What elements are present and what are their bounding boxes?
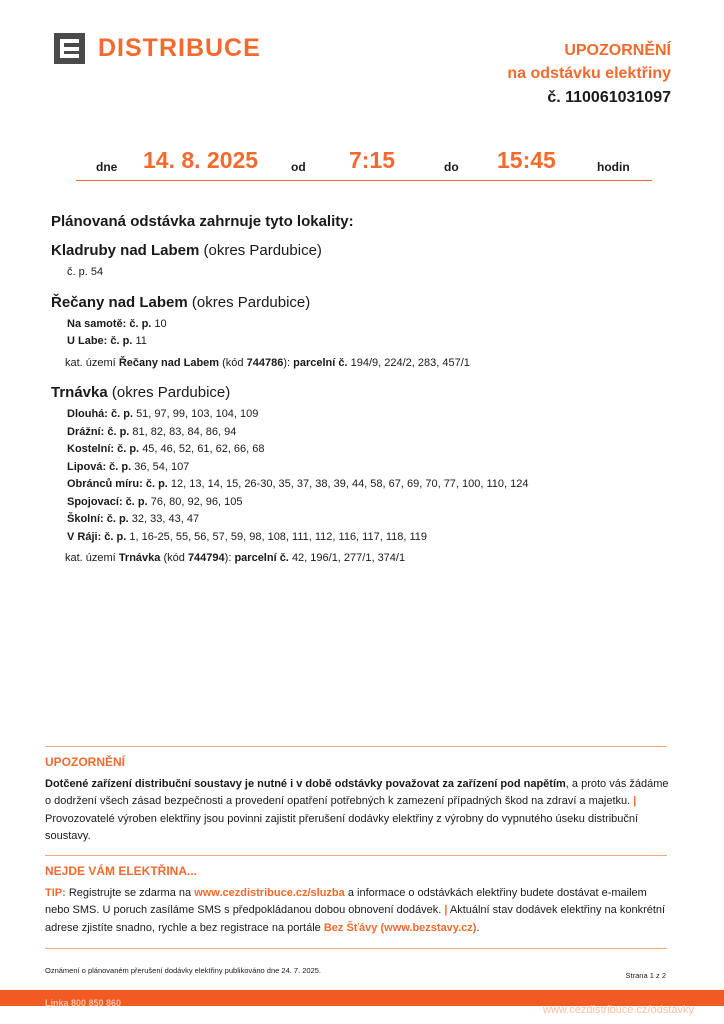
address-line xyxy=(67,511,681,529)
tip-text-1: Registrujte se zdarma na xyxy=(68,886,192,899)
notice-title: UPOZORNĚNÍ xyxy=(564,42,671,59)
location-name xyxy=(51,384,681,401)
date-label: dne xyxy=(96,160,118,174)
notice-subtitle: na odstávku elektřiny xyxy=(507,65,671,82)
address-line xyxy=(67,494,681,512)
divider xyxy=(45,855,667,856)
municipality-name: Trnávka xyxy=(51,384,108,401)
house-numbers: 1, 16-25, 55, 56, 57, 59, 98, 108, 111, 112, 116, 117, 118, 119 xyxy=(129,530,428,543)
street-label: Školní: č. p. xyxy=(67,513,129,525)
publication-note: Oznámení o plánovaném přerušení dodávky elektřiny publikováno dne 24. 7. 2025. xyxy=(45,966,322,975)
code-suffix: ): xyxy=(283,356,291,369)
warning-title: UPOZORNĚNÍ xyxy=(45,755,126,769)
address-line xyxy=(67,476,681,494)
street-label: Obránců míru: č. p. xyxy=(67,478,168,490)
outage-from: 7:15 xyxy=(349,147,396,173)
location-name xyxy=(51,242,681,259)
street-label: Kostelní: č. p. xyxy=(67,443,140,455)
tip-end: . xyxy=(476,921,480,934)
bezstavy-link[interactable]: (www.bezstavy.cz) xyxy=(380,921,477,934)
outage-to: 15:45 xyxy=(497,147,556,173)
district-name: (okres Pardubice) xyxy=(191,293,311,311)
cadastre-line xyxy=(65,355,681,373)
outage-time-row xyxy=(76,140,652,181)
notice-number: č. 110061031097 xyxy=(547,89,671,106)
parcel-label: parcelní č. xyxy=(293,356,348,369)
locations-list xyxy=(51,242,681,568)
to-label: do xyxy=(444,160,459,174)
house-numbers: 32, 33, 43, 47 xyxy=(131,513,200,525)
location-block xyxy=(51,384,681,568)
cadastre-code: 744794 xyxy=(187,552,225,564)
address-line xyxy=(67,529,681,547)
divider xyxy=(45,948,667,949)
hotline: Linka 800 850 860 xyxy=(45,998,122,1008)
address-line xyxy=(67,333,681,351)
address-line xyxy=(67,424,681,442)
street-label: V Ráji: č. p. xyxy=(67,530,127,543)
from-label: od xyxy=(291,160,306,174)
page-number: Strana 1 z 2 xyxy=(625,971,666,980)
warning-section xyxy=(45,754,673,846)
warning-text-2: Provozovatelé výroben elektřiny jsou povinni zajistit přerušení dodávky elektřiny z výrobny do vypnutého úseku distribuční soustavy. xyxy=(45,812,639,842)
outage-date: 14. 8. 2025 xyxy=(143,147,259,173)
address-line xyxy=(67,406,681,424)
house-numbers: 10 xyxy=(154,317,167,330)
tip-section xyxy=(45,863,673,937)
divider xyxy=(45,746,667,747)
street-label: Lipová: č. p. xyxy=(67,460,132,473)
address-line xyxy=(67,441,681,459)
notice-header xyxy=(507,40,671,110)
address-line xyxy=(67,264,681,282)
cadastre-line xyxy=(65,550,681,568)
warning-text-1: , a proto vás žádáme o dodržení všech zásad bezpečnosti a provedení opatření potřebných k zamezení případných škod na zdraví a majetku. xyxy=(45,777,669,807)
tip-label: TIP: xyxy=(45,886,66,899)
tip-title: NEJDE VÁM ELEKTŘINA... xyxy=(45,864,198,878)
house-numbers: 11 xyxy=(135,335,147,347)
warning-text xyxy=(45,776,673,846)
district-name: (okres Pardubice) xyxy=(111,384,231,401)
parcel-label: parcelní č. xyxy=(234,552,289,564)
house-numbers: č. p. 54 xyxy=(67,266,104,278)
cadastre-name: Trnávka xyxy=(118,552,161,564)
outages-website-link[interactable]: www.cezdistribuce.cz/odstavky xyxy=(543,1004,694,1016)
street-label: Drážní: č. p. xyxy=(67,425,130,438)
company-logo xyxy=(54,33,261,64)
locations-section xyxy=(51,213,681,580)
tip-text-2: a informace o odstávkách elektřiny budete dostávat e-mailem nebo SMS. U poruch zasíláme SMS s předpokládanou dobou obnovení dodávek. xyxy=(45,886,647,916)
portal-name: Bez Šťávy xyxy=(323,921,378,934)
brand-name: DISTRIBUCE xyxy=(98,34,261,62)
parcel-numbers: 42, 196/1, 277/1, 374/1 xyxy=(291,552,406,564)
cadastre-prefix: kat. území xyxy=(65,356,116,369)
separator: | xyxy=(633,795,637,807)
parcel-numbers: 194/9, 224/2, 283, 457/1 xyxy=(350,356,470,369)
tip-text-3: Aktuální stav dodávek elektřiny na konkrétní adrese zjistíte snadno, rychle a bez registrace na portále xyxy=(45,904,666,934)
registration-link[interactable]: www.cezdistribuce.cz/sluzba xyxy=(194,886,345,899)
tip-text xyxy=(45,885,673,938)
district-name: (okres Pardubice) xyxy=(203,242,322,259)
hours-label: hodin xyxy=(597,160,630,174)
street-label: Spojovací: č. p. xyxy=(67,495,148,508)
house-numbers: 81, 82, 83, 84, 86, 94 xyxy=(132,425,237,438)
house-numbers: 36, 54, 107 xyxy=(134,460,190,473)
locations-intro: Plánovaná odstávka zahrnuje tyto lokality: xyxy=(51,213,354,230)
municipality-name: Řečany nad Labem xyxy=(51,293,188,311)
warning-bold-text: Dotčené zařízení distribuční soustavy je nutné i v době odstávky považovat za zařízení pod napětím xyxy=(45,777,566,790)
street-label: Dlouhá: č. p. xyxy=(67,408,133,420)
street-label: Na samotě: č. p. xyxy=(67,317,152,330)
cadastre-code: 744786 xyxy=(246,356,284,369)
cadastre-name: Řečany nad Labem xyxy=(118,356,220,369)
location-block xyxy=(51,242,681,282)
cez-logo-icon xyxy=(54,33,85,64)
house-numbers: 51, 97, 99, 103, 104, 109 xyxy=(136,408,259,420)
address-line xyxy=(67,316,681,334)
location-block xyxy=(51,294,681,373)
address-line xyxy=(67,459,681,477)
house-numbers: 12, 13, 14, 15, 26-30, 35, 37, 38, 39, 44, 58, 67, 69, 70, 77, 100, 110, 124 xyxy=(170,478,529,490)
code-prefix: (kód xyxy=(163,552,185,564)
street-label: U Labe: č. p. xyxy=(67,335,133,347)
house-numbers: 45, 46, 52, 61, 62, 66, 68 xyxy=(142,443,265,455)
house-numbers: 76, 80, 92, 96, 105 xyxy=(150,495,243,508)
separator: | xyxy=(444,904,448,916)
cadastre-prefix: kat. území xyxy=(65,552,116,564)
code-suffix: ): xyxy=(224,552,232,564)
municipality-name: Kladruby nad Labem xyxy=(51,242,200,259)
location-name xyxy=(51,294,681,311)
code-prefix: (kód xyxy=(222,356,244,369)
